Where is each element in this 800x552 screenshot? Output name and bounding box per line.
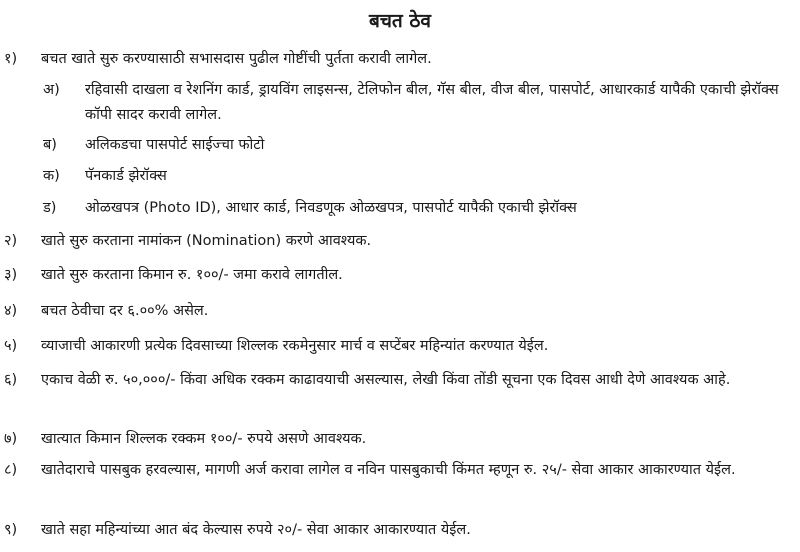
sub-item-letter: ब): [43, 137, 57, 153]
sub-item-text: अलिकडचा पासपोर्ट साईज्चा फोटो: [85, 137, 265, 153]
item-text: खातेदाराचे पासबुक हरवल्यास, मागणी अर्ज करावा लागेल व नविन पासबुकाची किंमत म्हणून रु. २५/- सेवा आकार आकारण्यात येईल.: [41, 462, 736, 478]
item-text: खाते सुरु करताना नामांकन (Nomination) करणे आवश्यक.: [41, 233, 372, 249]
item-number: ६): [4, 372, 18, 388]
item-number: ८): [4, 462, 18, 478]
item-text: खात्यात किमान शिल्लक रक्कम १००/- रुपये असणे आवश्यक.: [41, 431, 367, 447]
item-number: ९): [4, 522, 18, 538]
page-title: बचत ठेव: [369, 10, 431, 32]
sub-item-text: रहिवासी दाखला व रेशनिंग कार्ड, ड्रायविंग लाइसन्स, टेलिफोन बील, गॅस बील, वीज बील, पासपोर्ट, आधारकार्ड यापैकी एकाची झेरॉक्स कॉपी सादर करावी लागेल.: [85, 82, 779, 123]
item-text: व्याजाची आकारणी प्रत्येक दिवसाच्या शिल्लक रकमेनुसार मार्च व सप्टेंबर महिन्यांत करण्यात येईल.: [41, 338, 549, 354]
item-number: ४): [4, 303, 18, 319]
item-number: ७): [4, 431, 18, 447]
sub-item-text: ओळखपत्र (Photo ID), आधार कार्ड, निवडणूक ओळखपत्र, पासपोर्ट यापैकी एकाची झेरॉक्स: [85, 200, 577, 216]
item-text: खाते सहा महिन्यांच्या आत बंद केल्यास रुपये २०/- सेवा आकार आकारण्यात येईल.: [41, 522, 471, 538]
sub-item-letter: ड): [43, 200, 57, 216]
sub-item-text: पॅनकार्ड झेरॉक्स: [85, 168, 167, 184]
item-number: ५): [4, 338, 18, 354]
item-text: एकाच वेळी रु. ५०,०००/- किंवा अधिक रक्कम काढावयाची असल्यास, लेखी किंवा तोंडी सूचना एक दिवस आधी देणे आवश्यक आहे.: [41, 372, 731, 388]
sub-item-letter: अ): [43, 82, 60, 98]
item-number: २): [4, 233, 18, 249]
item-number: १): [4, 51, 18, 67]
item-text: बचत ठेवीचा दर ६.००% असेल.: [41, 303, 209, 319]
item-number: ३): [4, 267, 18, 283]
item-text: खाते सुरु करताना किमान रु. १००/- जमा करावे लागतील.: [41, 267, 343, 283]
item-text: बचत खाते सुरु करण्यासाठी सभासदास पुढील गोष्टींची पुर्तता करावी लागेल.: [41, 51, 432, 67]
sub-item-letter: क): [43, 168, 60, 184]
